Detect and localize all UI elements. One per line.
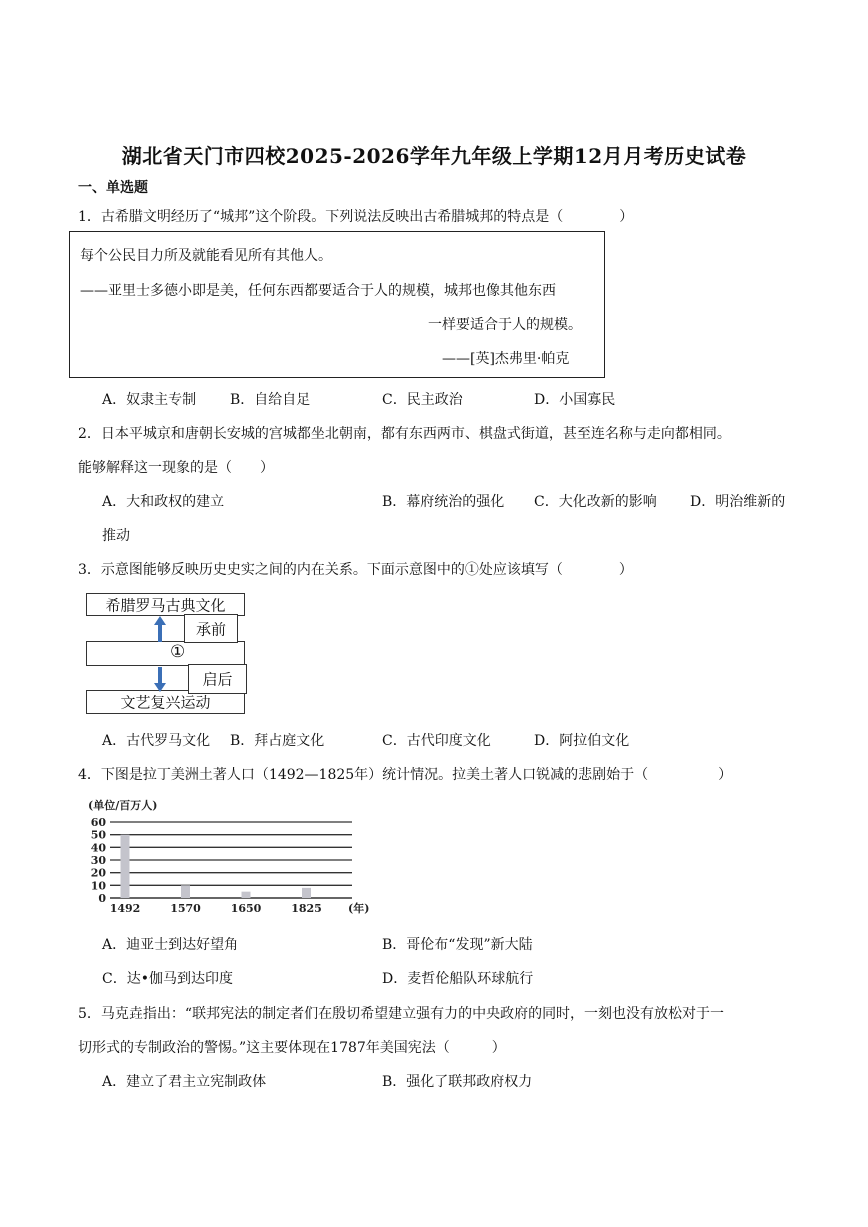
q3-option-d[interactable]: D．阿拉伯文化 [534, 733, 630, 749]
q1-option-d[interactable]: D．小国寡民 [534, 392, 616, 408]
x-tick-label: 1825 [291, 902, 322, 915]
q2-option-b[interactable]: B．幕府统治的强化 [382, 494, 505, 510]
q2-option-c[interactable]: C．大化改新的影响 [534, 494, 657, 510]
quote-source: ——[英]杰弗里·帕克 [442, 351, 570, 367]
diagram-label-down: 启后 [188, 664, 247, 694]
y-tick-label: 40 [90, 841, 106, 855]
quote-line-3: 一样要适合于人的规模。 [428, 317, 582, 333]
q5-option-b[interactable]: B．强化了联邦政府权力 [382, 1074, 533, 1090]
question-2-stem-line-2: 能够解释这一现象的是（ ） [78, 460, 274, 476]
diagram-arrows [150, 614, 170, 694]
chart-ylabel: (单位/百万人) [88, 799, 158, 812]
q4-option-c[interactable]: C．达•伽马到达印度 [102, 971, 233, 987]
chart-bar [302, 888, 311, 898]
question-1-stem: 1．古希腊文明经历了“城邦”这个阶段。下列说法反映出古希腊城邦的特点是（ ） [78, 209, 634, 225]
page-title: 湖北省天门市四校2025-2026学年九年级上学期12月月考历史试卷 [121, 144, 747, 168]
chart-bar [121, 835, 130, 898]
q4-option-b[interactable]: B．哥伦布“发现”新大陆 [382, 937, 533, 953]
question-2-stem-line-1: 2．日本平城京和唐朝长安城的宫城都坐北朝南，都有东西两市、棋盘式街道，甚至连名称与走向都相同。 [78, 426, 731, 442]
q1-option-c[interactable]: C．民主政治 [382, 392, 463, 408]
diagram-marker: ① [170, 642, 186, 662]
arrow-up-icon [154, 616, 166, 642]
chart-y-ticks [91, 816, 107, 905]
quote-line-2: ——亚里士多德小即是美，任何东西都要适合于人的规模，城邦也像其他东西 [80, 283, 556, 299]
chart-gridlines [110, 822, 352, 898]
x-tick-label: 1570 [170, 902, 201, 915]
y-tick-label: 20 [90, 866, 106, 880]
q2-option-d-continued: 推动 [102, 528, 130, 544]
y-tick-label: 50 [90, 828, 106, 842]
diagram-top-box: 希腊罗马古典文化 [86, 593, 245, 616]
q3-option-a[interactable]: A．古代罗马文化 [102, 733, 211, 749]
y-tick-label: 60 [90, 816, 106, 829]
chart-xlabel: (年) [348, 902, 370, 915]
q4-option-a[interactable]: A．迪亚士到达好望角 [102, 937, 239, 953]
q3-option-b[interactable]: B．拜占庭文化 [230, 733, 325, 749]
q1-option-b[interactable]: B．自给自足 [230, 392, 311, 408]
x-tick-label: 1650 [230, 902, 262, 915]
chart-bar [242, 892, 251, 898]
chart-x-ticks [110, 902, 322, 915]
question-4-stem: 4．下图是拉丁美洲土著人口（1492—1825年）统计情况。拉美土著人口锐减的悲剧始于（ ） [78, 767, 733, 783]
section-heading: 一、单选题 [78, 180, 148, 196]
q4-option-d[interactable]: D．麦哲伦船队环球航行 [382, 971, 534, 987]
population-chart [80, 795, 380, 920]
x-tick-label: 1492 [109, 902, 141, 915]
question-5-stem-line-2: 切形式的专制政治的警惕。”这主要体现在1787年美国宪法（ ） [78, 1040, 506, 1056]
y-tick-label: 10 [90, 879, 106, 893]
y-tick-label: 0 [98, 892, 106, 905]
diagram-label-up: 承前 [184, 614, 238, 643]
question-3-stem: 3．示意图能够反映历史史实之间的内在关系。下面示意图中的①处应该填写（ ） [78, 562, 633, 578]
quote-line-1: 每个公民目力所及就能看见所有其他人。 [80, 248, 332, 264]
q2-option-a[interactable]: A．大和政权的建立 [102, 494, 225, 510]
y-tick-label: 30 [90, 854, 106, 867]
q1-option-a[interactable]: A．奴隶主专制 [102, 392, 197, 408]
q3-option-c[interactable]: C．古代印度文化 [382, 733, 491, 749]
diagram-bottom-box: 文艺复兴运动 [86, 690, 245, 714]
question-5-stem-line-1: 5．马克垚指出：“联邦宪法的制定者们在殷切希望建立强有力的中央政府的同时，一刻也没有放松对于一 [78, 1006, 725, 1022]
chart-bar [181, 885, 190, 898]
question-1-quote-box [69, 231, 605, 378]
arrow-down-icon [154, 667, 166, 692]
chart-bars [121, 835, 312, 898]
q5-option-a[interactable]: A．建立了君主立宪制政体 [102, 1074, 267, 1090]
q2-option-d[interactable]: D．明治维新的 [690, 494, 786, 510]
